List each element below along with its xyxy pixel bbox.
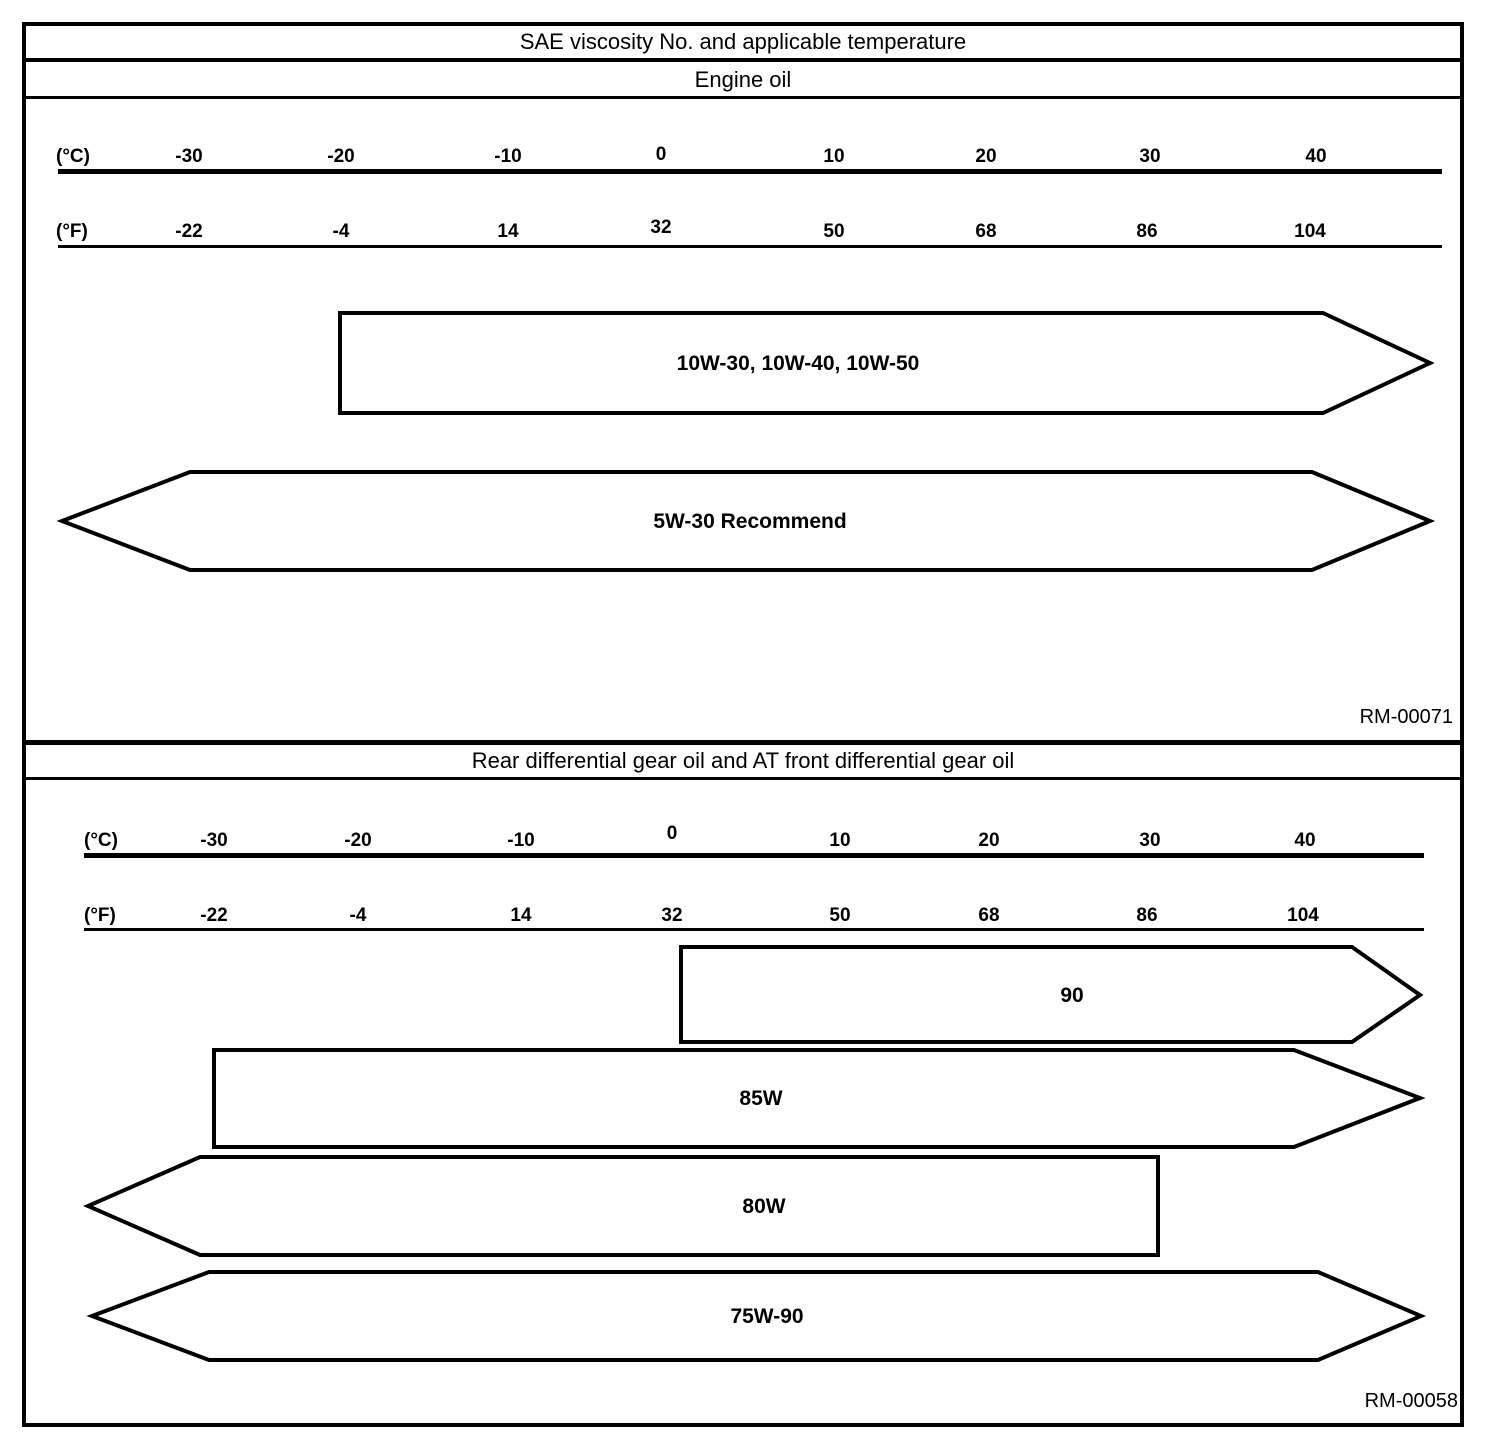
bar-5w30-recommend-label: 5W-30 Recommend xyxy=(653,510,847,533)
figure-title: SAE viscosity No. and applicable temperature xyxy=(519,29,967,54)
engine-fahrenheit-tick: -4 xyxy=(332,221,350,242)
gear-fahrenheit-tick: 14 xyxy=(510,905,532,926)
bar-80w-label: 80W xyxy=(742,1195,786,1218)
gear-ref-code: RM-00058 xyxy=(1364,1390,1458,1412)
engine-celsius-unit-label: (°C) xyxy=(56,146,90,167)
gear-celsius-tick: -20 xyxy=(344,830,372,851)
gear-celsius-unit-label: (°C) xyxy=(84,830,118,851)
gear-celsius-tick: 30 xyxy=(1139,830,1161,851)
gear-celsius-tick: -10 xyxy=(507,830,535,851)
gear-celsius-tick: 40 xyxy=(1294,830,1316,851)
engine-ref-code: RM-00071 xyxy=(1359,706,1453,728)
engine-fahrenheit-unit-label: (°F) xyxy=(56,221,88,242)
gear-oil-header-divider-line xyxy=(26,777,1460,780)
gear-fahrenheit-tick: 50 xyxy=(829,905,851,926)
gear-celsius-tick: 10 xyxy=(829,830,851,851)
section-divider-line xyxy=(26,740,1460,745)
engine-celsius-tick: 10 xyxy=(823,146,845,167)
engine-celsius-tick: 20 xyxy=(975,146,997,167)
gear-fahrenheit-axis-line xyxy=(84,928,1424,931)
engine-fahrenheit-tick: 68 xyxy=(975,221,997,242)
gear-fahrenheit-tick: 104 xyxy=(1287,905,1319,926)
gear-celsius-axis-line xyxy=(84,853,1424,858)
engine-celsius-tick: -30 xyxy=(175,146,203,167)
engine-celsius-tick: 0 xyxy=(655,144,667,165)
engine-celsius-tick: 30 xyxy=(1139,146,1161,167)
engine-fahrenheit-tick: 50 xyxy=(823,221,845,242)
gear-fahrenheit-tick: -22 xyxy=(200,905,228,926)
engine-fahrenheit-tick: 86 xyxy=(1136,221,1158,242)
bar-75w90-label: 75W-90 xyxy=(730,1305,804,1328)
bar-85w-shape xyxy=(214,1050,1420,1147)
engine-oil-section-title: Engine oil xyxy=(694,67,792,92)
engine-fahrenheit-tick: -22 xyxy=(175,221,203,242)
gear-fahrenheit-tick: -4 xyxy=(349,905,367,926)
bar-90-shape xyxy=(681,947,1420,1042)
engine-fahrenheit-tick: 32 xyxy=(650,217,672,238)
gear-celsius-tick: -30 xyxy=(200,830,228,851)
bar-90-label: 90 xyxy=(1060,984,1084,1007)
gear-fahrenheit-tick: 32 xyxy=(661,905,683,926)
bar-10w30-10w40-10w50-label: 10W-30, 10W-40, 10W-50 xyxy=(676,352,920,375)
gear-fahrenheit-tick: 86 xyxy=(1136,905,1158,926)
engine-celsius-tick: -20 xyxy=(327,146,355,167)
gear-oil-section-title: Rear differential gear oil and AT front differential gear oil xyxy=(471,748,1015,773)
bar-80w-shape xyxy=(88,1157,1158,1255)
bar-85w-label: 85W xyxy=(739,1087,783,1110)
gear-fahrenheit-unit-label: (°F) xyxy=(84,905,116,926)
engine-celsius-tick: 40 xyxy=(1305,146,1327,167)
engine-fahrenheit-tick: 104 xyxy=(1294,221,1326,242)
gear-celsius-tick: 0 xyxy=(666,823,678,844)
engine-fahrenheit-tick: 14 xyxy=(497,221,519,242)
engine-celsius-tick: -10 xyxy=(494,146,522,167)
gear-fahrenheit-tick: 68 xyxy=(978,905,1000,926)
gear-celsius-tick: 20 xyxy=(978,830,1000,851)
